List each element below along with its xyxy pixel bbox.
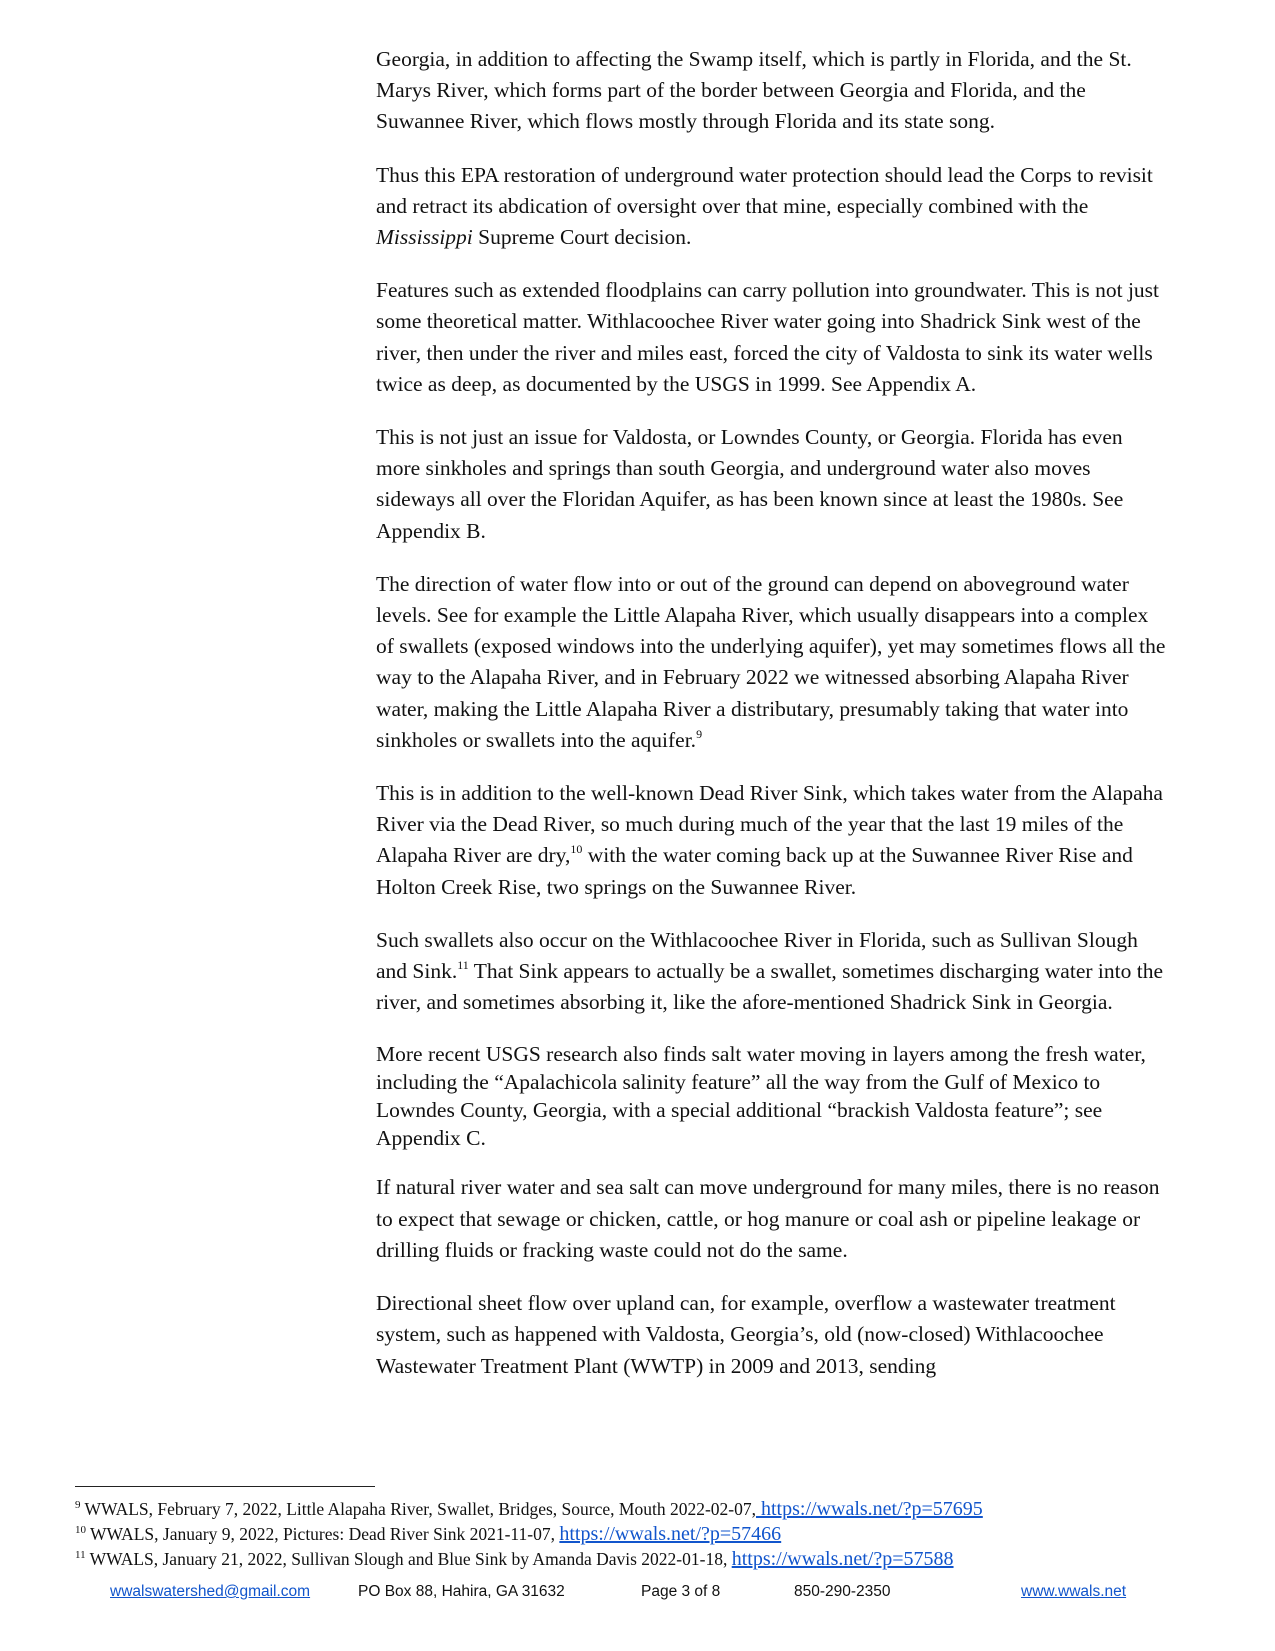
body-text (376, 44, 1166, 1404)
paragraph-9: If natural river water and sea salt can move underground for many miles, there is no reason to expect that sewage or chicken, cattle, or hog manure or coal ash or pipeline leakage or drilling fluids or fracking waste could not do the same. (376, 1175, 1160, 1262)
paragraph-6 (376, 778, 1166, 903)
footnotes (75, 1497, 1225, 1572)
footnote-number: 10 (75, 1524, 86, 1536)
footer-email-link[interactable]: wwalswatershed@gmail.com (110, 1583, 311, 1600)
footer-page-number: Page 3 of 8 (641, 1583, 721, 1600)
paragraph-2-text-b: Supreme Court decision. (472, 225, 692, 250)
footnote-text: WWALS, January 21, 2022, Sullivan Slough and Blue Sink by Amanda Davis 2022-01-18, (89, 1549, 732, 1569)
paragraph-3: Features such as extended floodplains can carry pollution into groundwater. This is not just some theoretical matter. Withlacoochee River water going into Shadrick Sink west of the river, then under the river and miles east, forced the city of Valdosta to sink its water wells twice as deep, as documented by the USGS in 1999. See Appendix A. (376, 278, 1160, 396)
footnote-ref-9[interactable]: 9 (696, 726, 703, 741)
footnote-9 (75, 1497, 1225, 1522)
case-name-italic: Mississippi (376, 225, 473, 250)
paragraph-1: Georgia, in addition to affecting the Swamp itself, which is partly in Florida, and the St. Marys River, which forms part of the border between Georgia and Florida, and the Suwannee River, which flows mostly through Florida and its state song. (376, 47, 1132, 134)
footnote-text: WWALS, January 9, 2022, Pictures: Dead River Sink 2021-11-07, (90, 1524, 560, 1544)
footer-address: PO Box 88, Hahira, GA 31632 (358, 1583, 565, 1600)
footnote-number: 11 (75, 1549, 86, 1561)
footnote-link[interactable]: https://wwals.net/?p=57588 (731, 1548, 954, 1570)
footer-phone: 850-290-2350 (794, 1583, 891, 1600)
paragraph-4: This is not just an issue for Valdosta, or Lowndes County, or Georgia. Florida has even more sinkholes and springs than south Georgia, and underground water also moves sideways all over the Floridan Aquifer, as has been known since at least the 1980s. See Appendix B. (376, 425, 1124, 543)
footnote-10 (75, 1522, 1225, 1547)
paragraph-8: More recent USGS research also finds salt water moving in layers among the fresh water, including the “Apalachicola salinity feature” all the way from the Gulf of Mexico to Lowndes County, Georgia, with a special additional “brackish Valdosta feature”; see Appendix C. (376, 1042, 1146, 1151)
page-footer (0, 1583, 1275, 1609)
paragraph-2-text-a: Thus this EPA restoration of underground water protection should lead the Corps to revisit and retract its abdication of oversight over that mine, especially combined with the (376, 162, 1153, 218)
footnote-ref-11[interactable]: 11 (457, 958, 469, 973)
paragraph-6-text-b: with the water coming back up at the Suwannee River Rise and Holton Creek Rise, two springs on the Suwannee River. (376, 843, 1133, 899)
footnote-separator (75, 1486, 375, 1487)
footnote-link[interactable]: https://wwals.net/?p=57695 (755, 1498, 983, 1520)
footnote-ref-10[interactable]: 10 (570, 842, 583, 857)
paragraph-2 (376, 160, 1166, 254)
paragraph-7-text-a: Such swallets also occur on the Withlacoochee River in Florida, such as Sullivan Slough and Sink. (376, 927, 1138, 984)
footer-website-link[interactable]: www.wwals.net (1021, 1583, 1127, 1600)
paragraph-6-text-a: This is in addition to the well-known Dead River Sink, which takes water from the Alapaha River via the Dead River, so much during much of the year that the last 19 miles of the Alapaha River are dry, (376, 781, 1163, 868)
footnote-link[interactable]: https://wwals.net/?p=57466 (559, 1523, 782, 1545)
footnote-number: 9 (75, 1499, 81, 1511)
paragraph-7 (376, 925, 1166, 1019)
paragraph-10: Directional sheet flow over upland can, for example, overflow a wastewater treatment system, such as happened with Valdosta, Georgia’s, old (now-closed) Withlacoochee Wastewater Treatment Plant (WWTP) in 2009 and 2013, sending (376, 1291, 1116, 1378)
paragraph-5 (376, 569, 1166, 756)
paragraph-7-text-b: That Sink appears to actually be a swallet, sometimes discharging water into the river, and sometimes absorbing it, like the afore-mentioned Shadrick Sink in Georgia. (376, 959, 1163, 1015)
footnote-text: WWALS, February 7, 2022, Little Alapaha River, Swallet, Bridges, Source, Mouth 2022-02-07, (84, 1499, 756, 1519)
footnote-11 (75, 1547, 1225, 1572)
paragraph-5-text: The direction of water flow into or out of the ground can depend on aboveground water levels. See for example the Little Alapaha River, which usually disappears into a complex of swallets (exposed windows into the underlying aquifer), yet may sometimes flows all the way to the Alapaha River, and in February 2022 we witnessed absorbing Alapaha River water, making the Little Alapaha River a distributary, presumably taking that water into sinkholes or swallets into the aquifer. (376, 571, 1166, 752)
